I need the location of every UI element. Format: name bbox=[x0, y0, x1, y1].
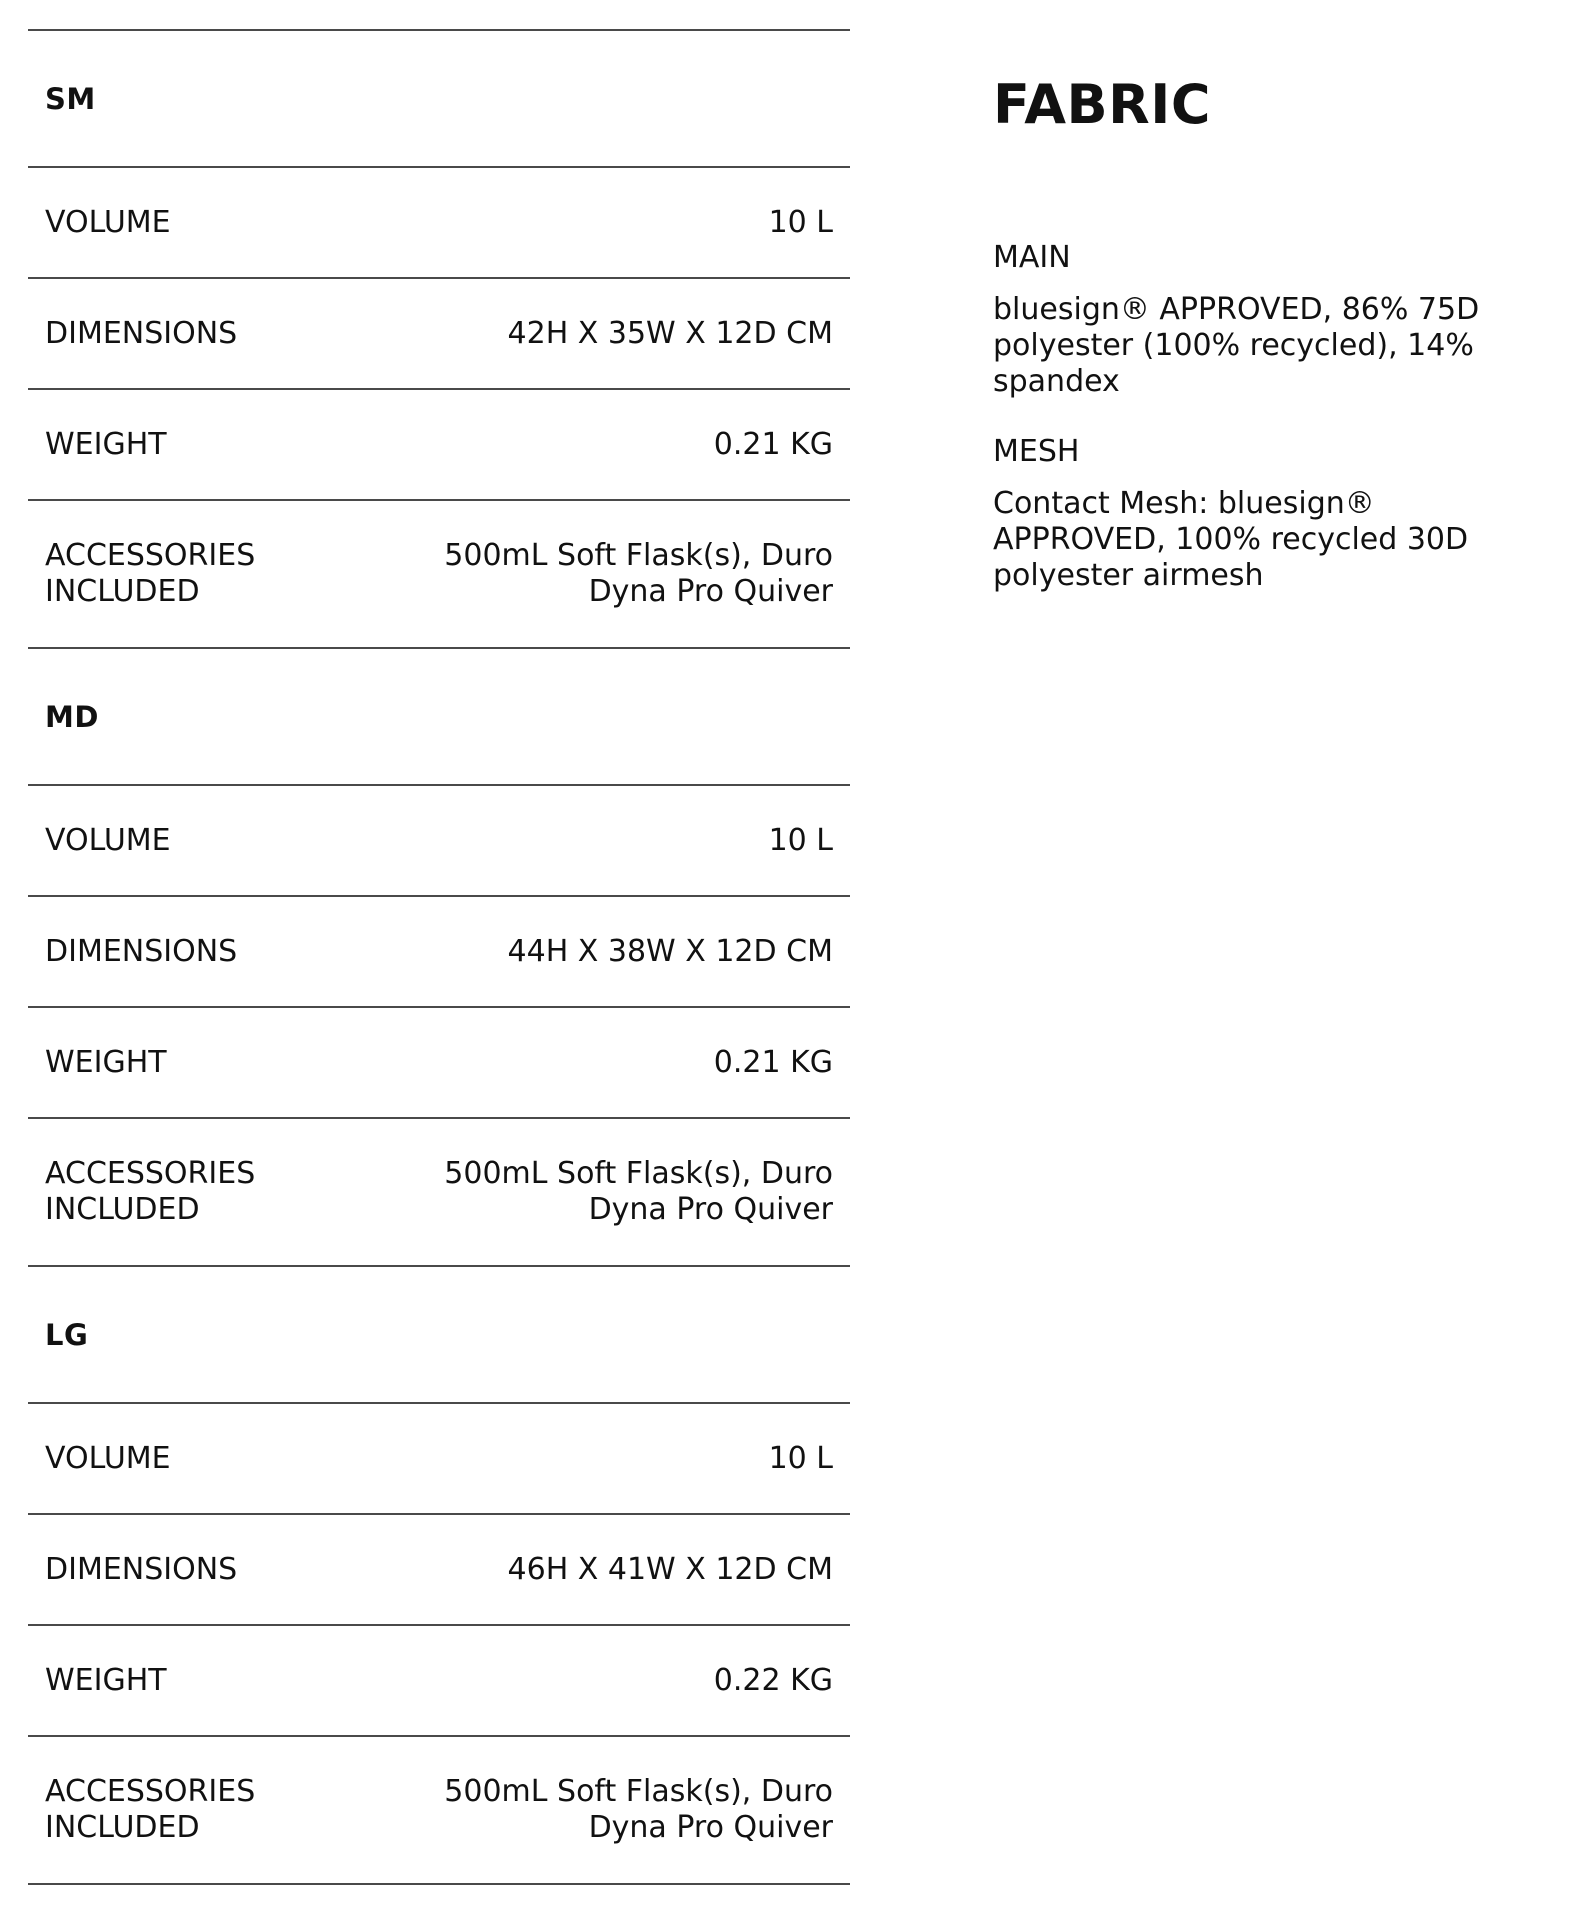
spec-row-volume bbox=[28, 1404, 850, 1515]
spec-row-dimensions bbox=[28, 279, 850, 390]
spec-label: DIMENSIONS bbox=[45, 933, 238, 969]
spec-label: VOLUME bbox=[45, 1440, 171, 1476]
spec-row-volume bbox=[28, 786, 850, 897]
spec-row-weight bbox=[28, 390, 850, 501]
spec-label: VOLUME bbox=[45, 204, 171, 240]
spec-label: DIMENSIONS bbox=[45, 315, 238, 351]
size-title: LG bbox=[28, 1267, 850, 1404]
spec-label: ACCESSORIES INCLUDED bbox=[45, 538, 256, 609]
spec-value: 44H X 38W X 12D CM bbox=[507, 933, 833, 969]
size-group-lg bbox=[28, 1267, 850, 1885]
fabric-section bbox=[993, 70, 1513, 594]
spec-label: WEIGHT bbox=[45, 426, 167, 462]
spec-value: 500mL Soft Flask(s), Duro Dyna Pro Quiver bbox=[444, 1156, 833, 1227]
spec-label: WEIGHT bbox=[45, 1662, 167, 1698]
spec-value: 0.21 KG bbox=[713, 426, 833, 462]
spec-row-weight bbox=[28, 1626, 850, 1737]
fabric-main-body: bluesign® APPROVED, 86% 75D polyester (100% recycled), 14% spandex bbox=[993, 292, 1480, 399]
spec-value: 500mL Soft Flask(s), Duro Dyna Pro Quiver bbox=[444, 538, 833, 609]
spec-value: 0.21 KG bbox=[713, 1044, 833, 1080]
size-title: SM bbox=[28, 31, 850, 168]
spec-row-accessories bbox=[28, 1737, 850, 1885]
spec-row-volume bbox=[28, 168, 850, 279]
size-title: MD bbox=[28, 649, 850, 786]
spec-label: ACCESSORIES INCLUDED bbox=[45, 1774, 256, 1845]
spec-row-weight bbox=[28, 1008, 850, 1119]
spec-value: 10 L bbox=[768, 822, 833, 858]
spec-value: 10 L bbox=[768, 204, 833, 240]
size-group-sm bbox=[28, 31, 850, 649]
spec-row-accessories bbox=[28, 1119, 850, 1267]
spec-row-dimensions bbox=[28, 1515, 850, 1626]
spec-value: 10 L bbox=[768, 1440, 833, 1476]
size-group-md bbox=[28, 649, 850, 1267]
fabric-title: FABRIC bbox=[993, 73, 1211, 136]
spec-value: 500mL Soft Flask(s), Duro Dyna Pro Quiver bbox=[444, 1774, 833, 1845]
spec-value: 0.22 KG bbox=[713, 1662, 833, 1698]
spec-row-accessories bbox=[28, 501, 850, 649]
spec-label: WEIGHT bbox=[45, 1044, 167, 1080]
spec-value: 42H X 35W X 12D CM bbox=[507, 315, 833, 351]
size-specs-table bbox=[28, 29, 850, 1885]
fabric-main-title: MAIN bbox=[993, 240, 1071, 275]
spec-label: ACCESSORIES INCLUDED bbox=[45, 1156, 256, 1227]
spec-label: DIMENSIONS bbox=[45, 1551, 238, 1587]
spec-label: VOLUME bbox=[45, 822, 171, 858]
spec-row-dimensions bbox=[28, 897, 850, 1008]
fabric-mesh-body: Contact Mesh: bluesign® APPROVED, 100% recycled 30D polyester airmesh bbox=[993, 486, 1469, 593]
fabric-mesh-title: MESH bbox=[993, 434, 1080, 469]
spec-value: 46H X 41W X 12D CM bbox=[507, 1551, 833, 1587]
